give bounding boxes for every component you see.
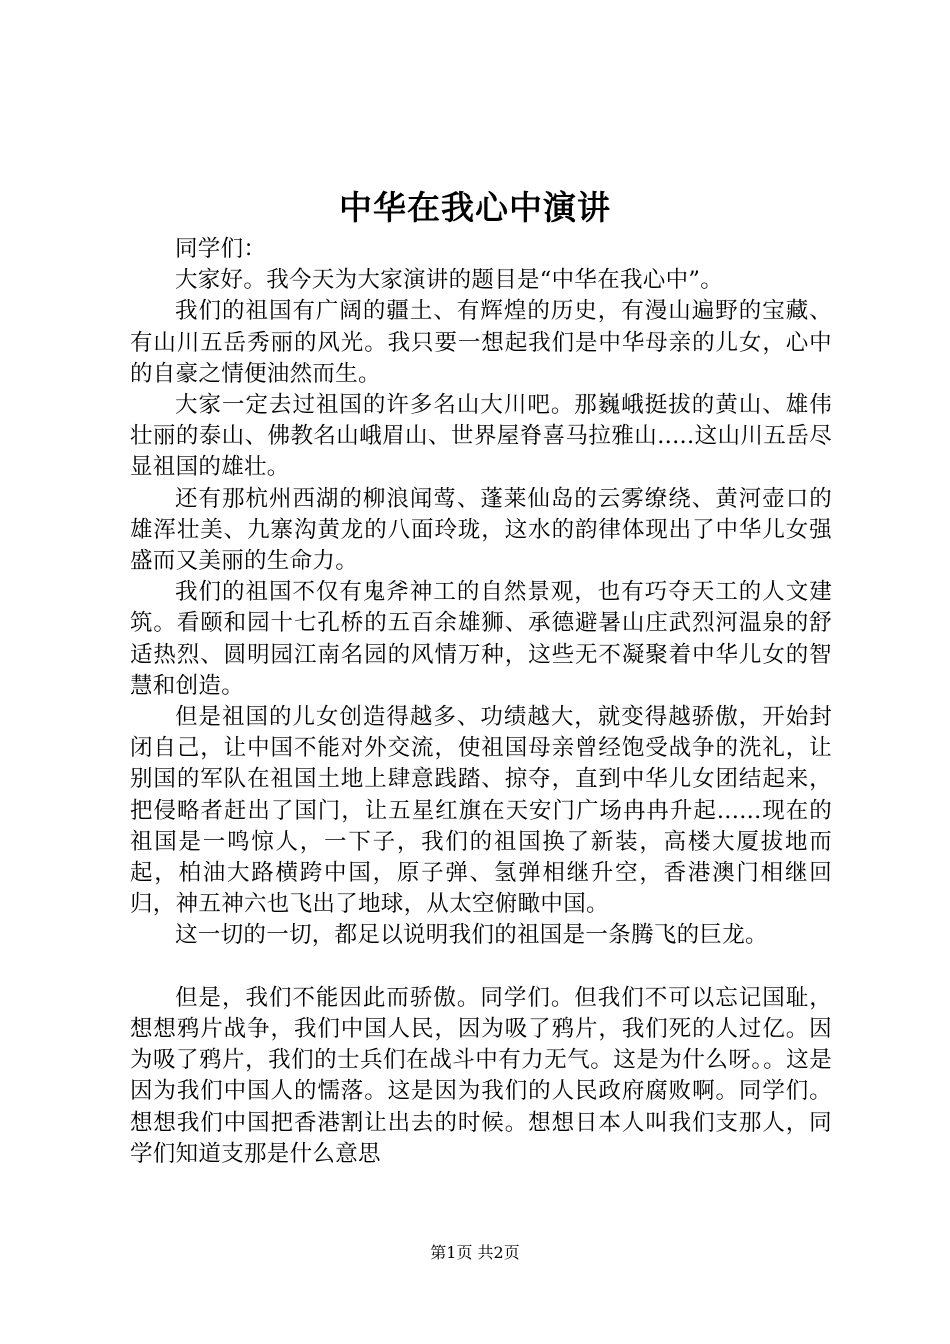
paragraph: 我们的祖国有广阔的疆土、有辉煌的历史，有漫山遍野的宝藏、有山川五岳秀丽的风光。我只要一想起我们是中华母亲的儿女，心中的自豪之情便油然而生。: [130, 298, 832, 387]
paragraph: 大家好。我今天为大家演讲的题目是“中华在我心中”。: [175, 267, 724, 294]
paragraph: 这一切的一切，都足以说明我们的祖国是一条腾飞的巨龙。: [175, 922, 768, 949]
paragraph: 我们的祖国不仅有鬼斧神工的自然景观，也有巧夺天工的人文建筑。看颐和园十七孔桥的五百余雄狮、承德避暑山庄武烈河温泉的舒适热烈、圆明园江南名园的风情万种，这些无不凝聚着中华儿女的智慧和创造。: [130, 579, 832, 699]
paragraph: 但是，我们不能因此而骄傲。同学们。但我们不可以忘记国耻，想想鸦片战争，我们中国人民，因为吸了鸦片，我们死的人过亿。因为吸了鸦片，我们的士兵们在战斗中有力无气。这是为什么呀。。这是因为我们中国人的懦落。这是因为我们的人民政府腐败啊。同学们。想想我们中国把香港割让出去的时候。想想日本人叫我们支那人，同学们知道支那是什么意思: [130, 984, 832, 1167]
document-body: [130, 234, 832, 1170]
paragraph: 但是祖国的儿女创造得越多、功绩越大，就变得越骄傲，开始封闭自己，让中国不能对外交流，使祖国母亲曾经饱受战争的洗礼，让别国的军队在祖国土地上肆意践踏、掠夺，直到中华儿女团结起来，把侵略者赶出了国门，让五星红旗在天安门广场冉冉升起......现在的祖国是一鸣惊人，一下子，我们的祖国换了新装，高楼大厦拔地而起，柏油大路横跨中国，原子弹、氢弹相继升空，香港澳门相继回归，神五神六也飞出了地球，从太空俯瞰中国。: [130, 704, 832, 918]
paragraph: 还有那杭州西湖的柳浪闻莺、蓬莱仙岛的云雾缭绕、黄河壶口的雄浑壮美、九寨沟黄龙的八面玲珑，这水的韵律体现出了中华儿女强盛而又美丽的生命力。: [130, 485, 832, 575]
paragraph: 大家一定去过祖国的许多名山大川吧。那巍峨挺拔的黄山、雄伟壮丽的泰山、佛教名山峨眉山、世界屋脊喜马拉雅山.....这山川五岳尽显祖国的雄壮。: [130, 392, 832, 481]
paragraph-greeting: 同学们：: [175, 236, 267, 262]
document-title: 中华在我心中演讲: [339, 188, 611, 227]
page-footer: 第1页 共2页: [430, 1243, 520, 1262]
